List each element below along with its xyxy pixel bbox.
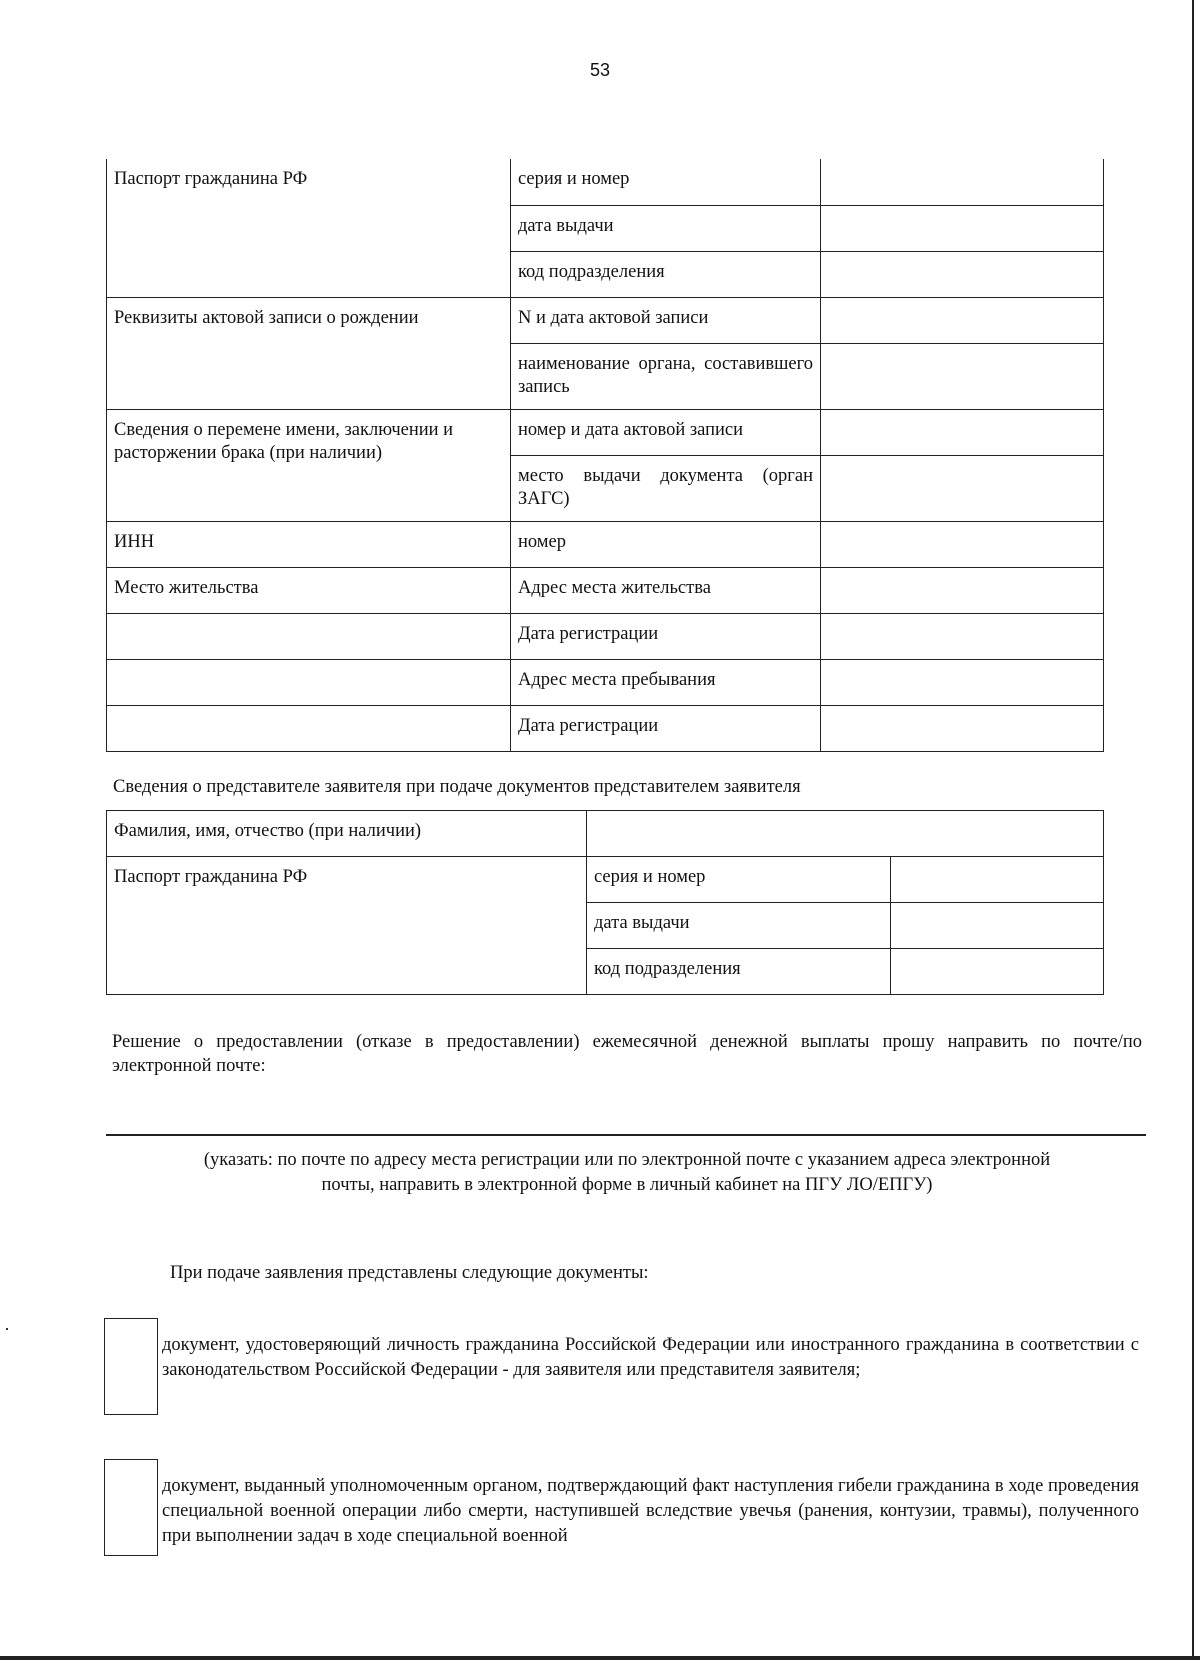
documents-heading: При подаче заявления представлены следующие документы: — [170, 1263, 649, 1283]
residence-registration-date-label: Дата регистрации — [511, 613, 821, 659]
representative-passport-label: Паспорт гражданина РФ — [107, 857, 587, 995]
rep-passport-series-number-value[interactable] — [891, 857, 1104, 903]
passport-label: Паспорт гражданина РФ — [107, 159, 511, 297]
birth-record-number-date-label: N и дата актовой записи — [511, 297, 821, 343]
empty-label-cell — [107, 659, 511, 705]
inn-number-value[interactable] — [821, 521, 1104, 567]
residence-label: Место жительства — [107, 567, 511, 613]
passport-series-number-value[interactable] — [821, 159, 1104, 205]
representative-table — [106, 810, 1104, 995]
passport-series-number-label: серия и номер — [511, 159, 821, 205]
empty-label-cell — [107, 705, 511, 751]
name-change-place-label: место выдачи документа (орган ЗАГС) — [511, 455, 821, 521]
residence-address-value[interactable] — [821, 567, 1104, 613]
representative-section-caption: Сведения о представителе заявителя при подаче документов представителем заявителя — [113, 777, 801, 797]
passport-issue-date-value[interactable] — [821, 205, 1104, 251]
table-row — [107, 857, 1104, 903]
inn-label: ИНН — [107, 521, 511, 567]
document-checkbox[interactable] — [104, 1459, 158, 1556]
scan-speck — [6, 1328, 8, 1330]
applicant-info-table — [106, 159, 1104, 752]
residence-registration-date-value[interactable] — [821, 613, 1104, 659]
hint-line-1: (указать: по почте по адресу места регистрации или по электронной почте с указанием адреса электронной — [203, 1150, 1051, 1170]
table-row — [107, 705, 1104, 751]
rep-passport-issue-date-value[interactable] — [891, 903, 1104, 949]
birth-record-number-date-value[interactable] — [821, 297, 1104, 343]
decision-delivery-hint — [112, 1148, 1142, 1198]
page-number: 53 — [589, 60, 611, 80]
rep-passport-series-number-label: серия и номер — [587, 857, 891, 903]
document-checkbox[interactable] — [104, 1318, 158, 1415]
birth-record-authority-label: наименование органа, составившего запись — [511, 343, 821, 409]
decision-delivery-input-line[interactable] — [106, 1134, 1146, 1136]
representative-name-label: Фамилия, имя, отчество (при наличии) — [107, 811, 587, 857]
stay-registration-date-label: Дата регистрации — [511, 705, 821, 751]
table-row — [107, 159, 1104, 205]
empty-label-cell — [107, 613, 511, 659]
stay-registration-date-value[interactable] — [821, 705, 1104, 751]
birth-record-authority-value[interactable] — [821, 343, 1104, 409]
table-row — [107, 567, 1104, 613]
name-change-place-value[interactable] — [821, 455, 1104, 521]
representative-name-value[interactable] — [587, 811, 1104, 857]
table-row — [107, 613, 1104, 659]
passport-issue-date-label: дата выдачи — [511, 205, 821, 251]
table-row — [107, 521, 1104, 567]
document-item-text: документ, удостоверяющий личность гражданина Российской Федерации или иностранного гражданина в соответствии с законодательством Российской Федерации - для заявителя или представителя заявителя; — [162, 1335, 1139, 1380]
name-change-label: Сведения о перемене имени, заключении и расторжении брака (при наличии) — [107, 409, 511, 521]
stay-address-label: Адрес места пребывания — [511, 659, 821, 705]
passport-division-code-value[interactable] — [821, 251, 1104, 297]
inn-number-label: номер — [511, 521, 821, 567]
birth-record-label: Реквизиты актовой записи о рождении — [107, 297, 511, 409]
table-row — [107, 659, 1104, 705]
name-change-record-label: номер и дата актовой записи — [511, 409, 821, 455]
scan-edge-right — [1192, 0, 1194, 1660]
rep-passport-division-code-value[interactable] — [891, 949, 1104, 995]
hint-line-2: почты, направить в электронной форме в личный кабинет на ПГУ ЛО/ЕПГУ) — [321, 1175, 933, 1195]
rep-passport-division-code-label: код подразделения — [587, 949, 891, 995]
passport-division-code-label: код подразделения — [511, 251, 821, 297]
table-row — [107, 409, 1104, 455]
table-row — [107, 297, 1104, 343]
decision-delivery-paragraph: Решение о предоставлении (отказе в предоставлении) ежемесячной денежной выплаты прошу направить по почте/по электронной почте: — [112, 1032, 1142, 1076]
scan-edge-bottom — [0, 1656, 1200, 1660]
document-item-text: документ, выданный уполномоченным органом, подтверждающий факт наступления гибели гражданина в ходе проведения специальной военной операции либо смерти, наступившей вследствие увечья (ранения, контузии, травмы), полученного при выполнении задач в ходе специальной военной — [162, 1476, 1139, 1546]
stay-address-value[interactable] — [821, 659, 1104, 705]
rep-passport-issue-date-label: дата выдачи — [587, 903, 891, 949]
table-row — [107, 811, 1104, 857]
residence-address-label: Адрес места жительства — [511, 567, 821, 613]
name-change-record-value[interactable] — [821, 409, 1104, 455]
